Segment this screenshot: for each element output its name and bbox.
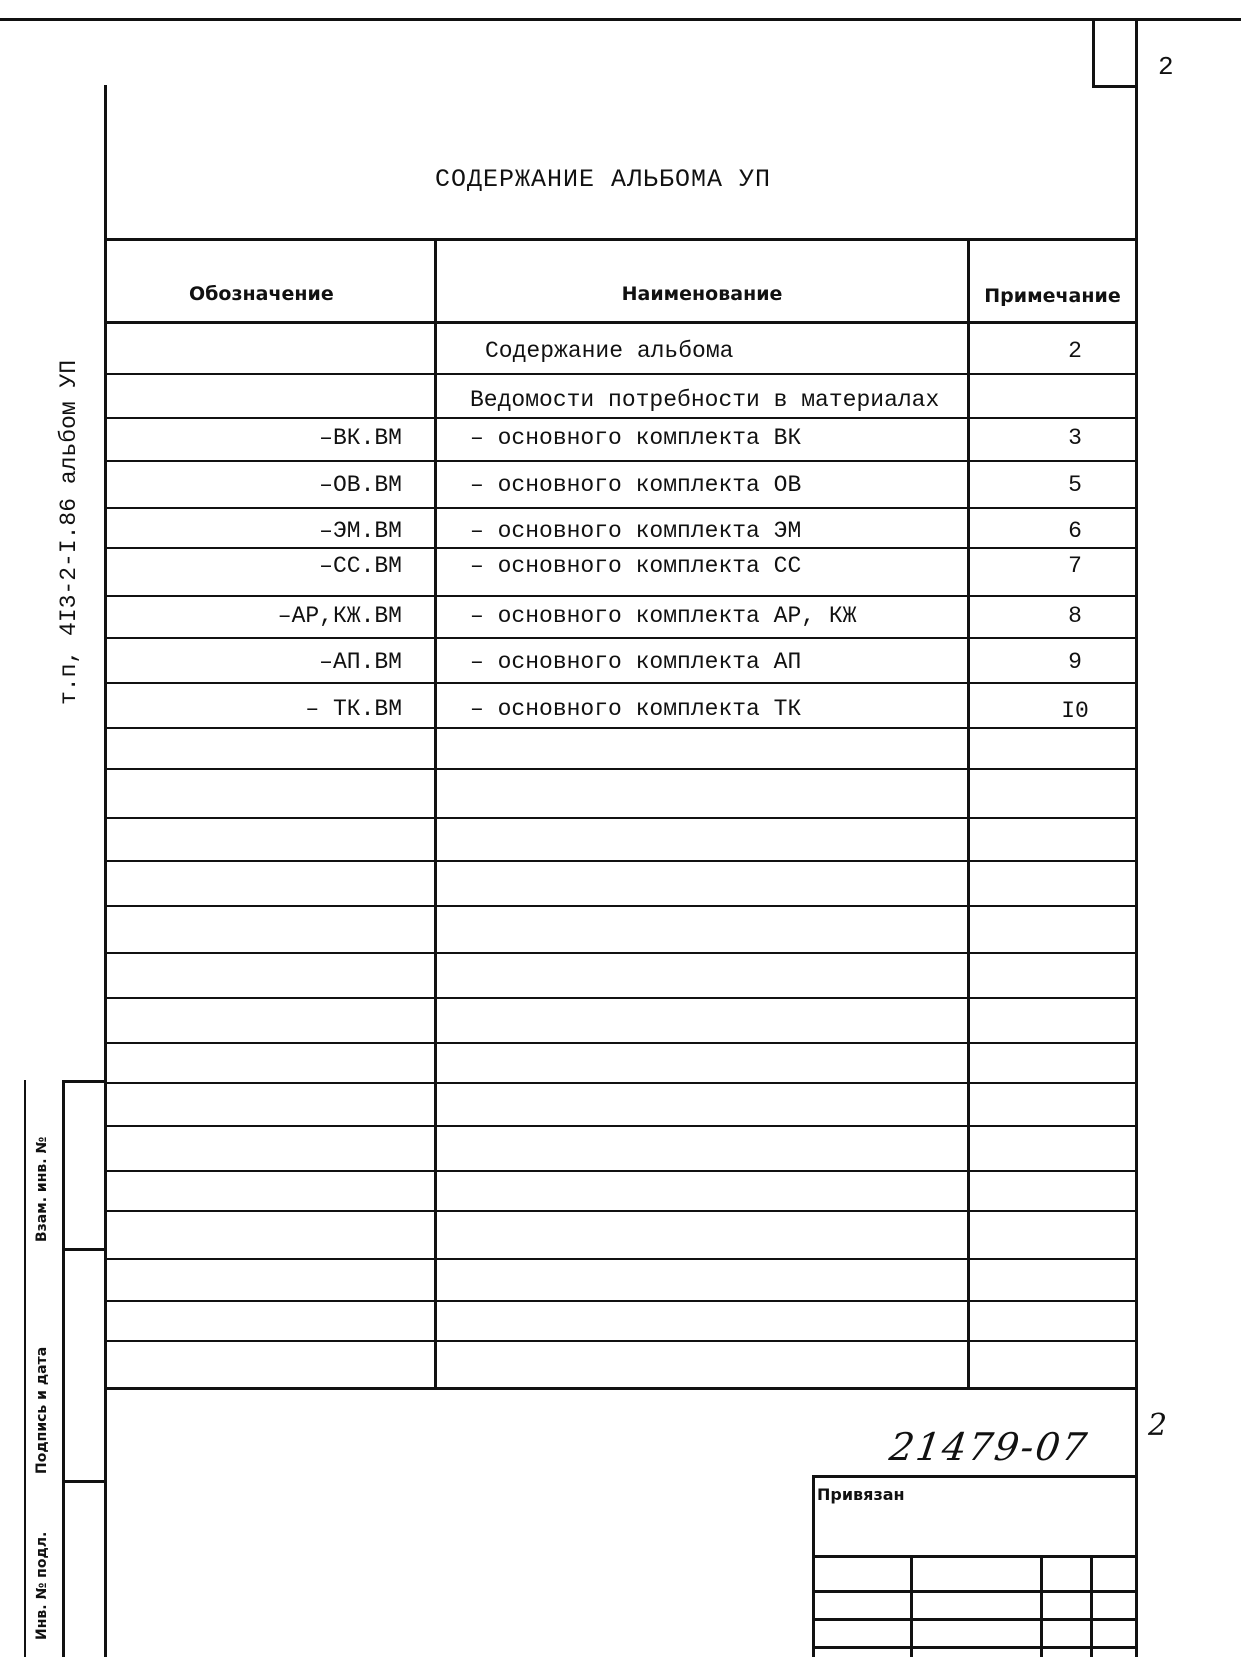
page-title: СОДЕРЖАНИЕ АЛЬБОМА УП <box>434 165 772 194</box>
row-0-name: Содержание альбома <box>485 338 734 364</box>
header-note: Примечание <box>984 285 1121 307</box>
header-code: Обозначение <box>189 283 334 305</box>
table-row-line <box>104 460 1138 462</box>
col-divider-1 <box>434 238 437 1388</box>
row-7-name: – основного комплекта АП <box>470 649 802 675</box>
header-name: Наименование <box>621 283 783 305</box>
stamp-label-signature-date: Подпись и дата <box>34 1346 50 1474</box>
row-3-code: –ОВ.ВМ <box>319 472 402 498</box>
stamp-top <box>62 1080 106 1083</box>
row-6-code: –АР,КЖ.ВМ <box>277 603 402 629</box>
tb-col-3 <box>1090 1555 1093 1657</box>
table-row-line <box>104 1125 1138 1127</box>
row-2-name: – основного комплекта ВК <box>470 425 802 451</box>
table-row-line <box>104 682 1138 684</box>
page-number-box-top <box>1092 85 1138 88</box>
table-row-line <box>104 727 1138 729</box>
row-8-code: – ТК.ВМ <box>305 696 402 722</box>
tb-col-2 <box>1040 1555 1043 1657</box>
tb-top <box>812 1475 1138 1478</box>
row-3-name: – основного комплекта ОВ <box>470 472 802 498</box>
stamp-divider-2 <box>62 1480 106 1483</box>
page-number-box-right <box>1135 20 1138 86</box>
row-1-name: Ведомости потребности в материалах <box>470 387 940 413</box>
table-row-line <box>104 1210 1138 1212</box>
table-row-line <box>104 595 1138 597</box>
table-row-line <box>104 905 1138 907</box>
stamp-label-replaced-inv: Взам. инв. № <box>34 1136 50 1242</box>
stamp-label-original-inv: Инв. № подл. <box>34 1531 50 1640</box>
table-row-line <box>104 1340 1138 1342</box>
table-row-line <box>104 417 1138 419</box>
stamp-inner-left <box>24 1080 26 1657</box>
row-2-code: –ВК.ВМ <box>319 425 402 451</box>
side-caption: т.п, 4I3-2-I.86 альбом УП <box>56 359 82 705</box>
table-row-line <box>104 547 1138 549</box>
row-7-note: 9 <box>1068 649 1082 675</box>
row-6-name: – основного комплекта АР, КЖ <box>470 603 857 629</box>
row-8-note: I0 <box>1061 698 1089 724</box>
handwritten-sheet: 2 <box>1148 1408 1168 1443</box>
row-8-name: – основного комплекта ТК <box>470 696 802 722</box>
handwritten-number: 21479-07 <box>886 1425 1092 1469</box>
table-bottom-line <box>104 1387 1138 1390</box>
row-3-note: 5 <box>1068 472 1082 498</box>
table-row-line <box>104 1300 1138 1302</box>
row-2-note: 3 <box>1068 425 1082 451</box>
row-5-note: 7 <box>1068 553 1082 579</box>
row-4-note: 6 <box>1068 518 1082 544</box>
table-row-line <box>104 373 1138 375</box>
table-row-line <box>104 952 1138 954</box>
row-4-name: – основного комплекта ЭМ <box>470 518 802 544</box>
tb-col-1 <box>910 1555 913 1657</box>
table-row-line <box>104 1258 1138 1260</box>
binding-label: Привязан <box>817 1485 905 1504</box>
table-row-line <box>104 637 1138 639</box>
col-divider-2 <box>967 238 970 1388</box>
table-row-line <box>104 860 1138 862</box>
table-row-line <box>104 768 1138 770</box>
header-bottom-line <box>104 321 1138 324</box>
table-row-line <box>104 997 1138 999</box>
table-row-line <box>104 817 1138 819</box>
row-5-code: –СС.ВМ <box>319 553 402 579</box>
row-0-note: 2 <box>1068 338 1082 364</box>
table-row-line <box>104 1082 1138 1084</box>
row-7-code: –АП.ВМ <box>319 649 402 675</box>
page-number: 2 <box>1158 52 1174 82</box>
row-5-name: – основного комплекта СС <box>470 553 802 579</box>
stamp-outer-left <box>62 1080 65 1657</box>
table-row-line <box>104 1170 1138 1172</box>
tb-left <box>812 1475 815 1657</box>
page-number-box-left <box>1092 20 1095 86</box>
table-row-line <box>104 507 1138 509</box>
frame-top-line <box>0 18 1241 21</box>
stamp-divider-1 <box>62 1248 106 1251</box>
table-row-line <box>104 1042 1138 1044</box>
row-4-code: –ЭМ.ВМ <box>319 518 402 544</box>
row-6-note: 8 <box>1068 603 1082 629</box>
table-top-line <box>104 238 1138 241</box>
